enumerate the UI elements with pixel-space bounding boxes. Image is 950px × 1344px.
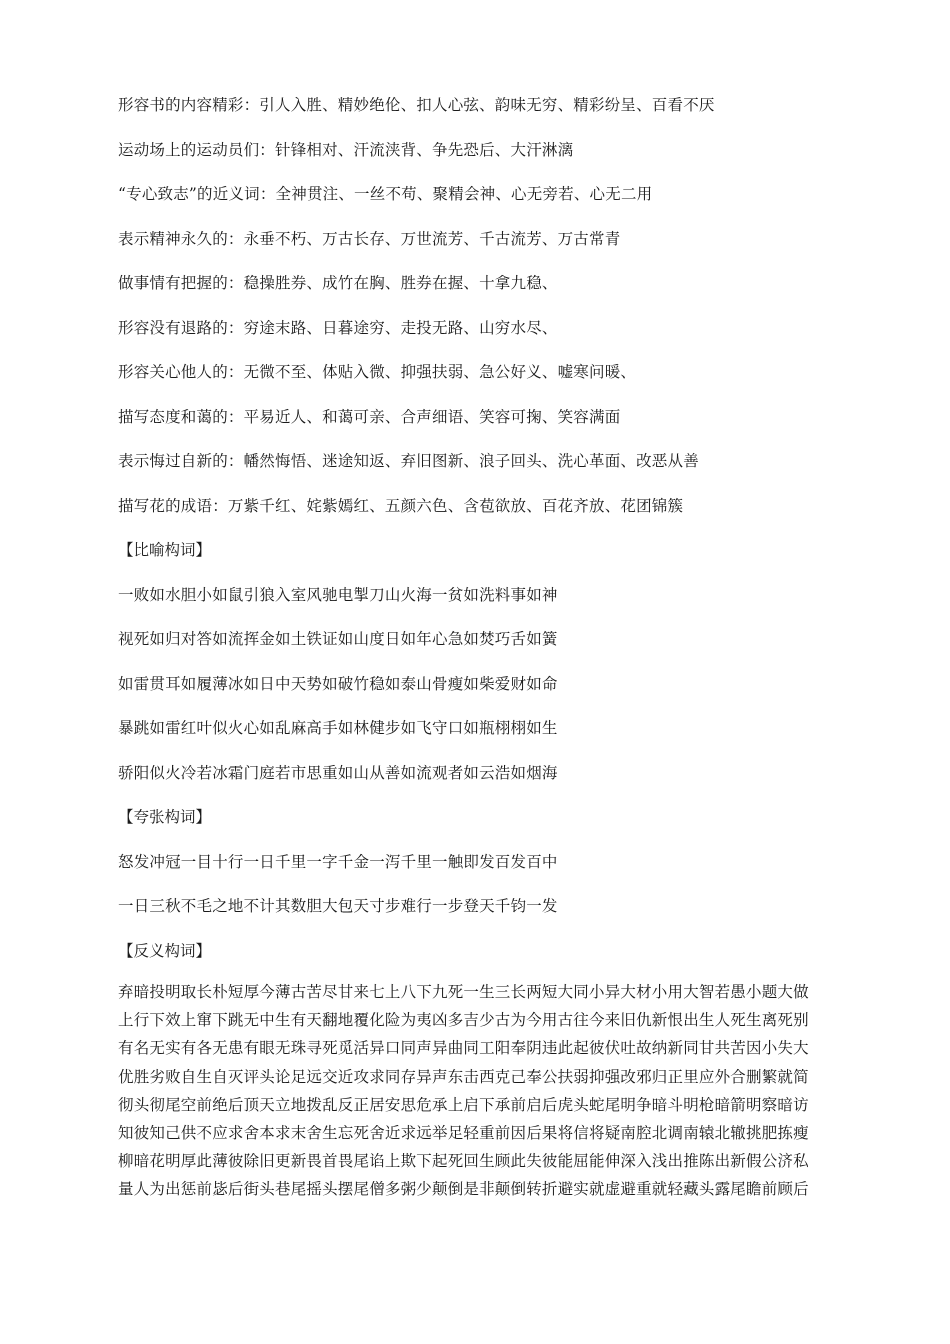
idiom-line: 做事情有把握的：稳操胜券、成竹在胸、胜券在握、十拿九稳、 xyxy=(118,274,558,292)
idiom-line: 表示精神永久的：永垂不朽、万古长存、万世流芳、千古流芳、万古常青 xyxy=(118,229,621,248)
idiom-line: 描写花的成语：万紫千红、姹紫嫣红、五颜六色、含苞欲放、百花齐放、花团锦簇 xyxy=(118,496,684,515)
metaphor-line: 暴跳如雷红叶似火心如乱麻高手如林健步如飞守口如瓶栩栩如生 xyxy=(118,719,558,737)
metaphor-line: 骄阳似火冷若冰霜门庭若市思重如山从善如流观者如云浩如烟海 xyxy=(118,763,558,782)
section-heading-antonym: 【反义构词】 xyxy=(118,941,212,960)
idiom-line: 形容书的内容精彩：引人入胜、精妙绝伦、扣人心弦、韵味无穷、精彩纷呈、百看不厌 xyxy=(118,96,715,114)
antonym-line: 上行下效上窜下跳无中生有天翻地覆化险为夷凶多吉少古为今用古往今来旧仇新恨出生人死生离死别 xyxy=(118,1011,809,1030)
idiom-line: 表示悔过自新的：幡然悔悟、迷途知返、弃旧图新、浪子回头、洗心革面、改恶从善 xyxy=(118,452,699,470)
antonym-line: 彻头彻尾空前绝后顶天立地拨乱反正居安思危承上启下承前启后虎头蛇尾明争暗斗明枪暗箭明察暗访 xyxy=(118,1095,809,1114)
antonym-paragraph xyxy=(118,978,830,1204)
antonym-line: 量人为出惩前毖后街头巷尾摇头摆尾僧多粥少颠倒是非颠倒转折避实就虚避重就轻藏头露尾瞻前顾后 xyxy=(118,1180,809,1199)
document-page xyxy=(118,94,830,1204)
section-heading-exaggeration: 【夸张构词】 xyxy=(118,808,212,826)
metaphor-line: 视死如归对答如流挥金如土铁证如山度日如年心急如焚巧舌如簧 xyxy=(118,630,558,648)
antonym-line: 有名无实有各无患有眼无珠寻死觅活异口同声异曲同工阳奉阴违此起彼伏吐故纳新同甘共苦因小失大 xyxy=(118,1039,809,1058)
antonym-line: 弃暗投明取长朴短厚今薄古苦尽甘来七上八下九死一生三长两短大同小异大材小用大智若愚小题大做 xyxy=(118,983,809,1001)
metaphor-line: 如雷贯耳如履薄冰如日中天势如破竹稳如泰山骨瘦如柴爱财如命 xyxy=(118,674,558,693)
exaggeration-line: 怒发冲冠一目十行一日千里一字千金一泻千里一触即发百发百中 xyxy=(118,852,558,871)
idiom-line: 描写态度和蔼的：平易近人、和蔼可亲、合声细语、笑容可掬、笑容满面 xyxy=(118,407,621,426)
idiom-line: 形容关心他人的：无微不至、体贴入微、抑强扶弱、急公好义、嘘寒问暖、 xyxy=(118,363,637,381)
section-heading-metaphor: 【比喻构词】 xyxy=(118,541,212,559)
metaphor-line: 一败如水胆小如鼠引狼入室风驰电掣刀山火海一贫如洗料事如神 xyxy=(118,585,558,604)
antonym-line: 优胜劣败自生自灭评头论足远交近攻求同存异声东击西克己奉公扶弱抑强改邪归正里应外合删繁就简 xyxy=(118,1067,809,1086)
exaggeration-line: 一日三秋不毛之地不计其数胆大包天寸步难行一步登天千钧一发 xyxy=(118,897,558,915)
idiom-line: “专心致志”的近义词：全神贯注、一丝不苟、聚精会神、心无旁若、心无二用 xyxy=(118,185,653,203)
idiom-line: 形容没有退路的：穷途末路、日暮途穷、走投无路、山穷水尽、 xyxy=(118,318,558,337)
antonym-line: 知彼知己供不应求舍本求末舍生忘死舍近求远举足轻重前因后果将信将疑南腔北调南辕北辙挑肥拣瘦 xyxy=(118,1123,809,1142)
idiom-line: 运动场上的运动员们：针锋相对、汗流浃背、争先恐后、大汗淋漓 xyxy=(118,140,574,159)
antonym-line: 柳暗花明厚此薄彼除旧更新畏首畏尾谄上欺下起死回生顾此失彼能屈能伸深入浅出推陈出新假公济私 xyxy=(118,1152,809,1171)
